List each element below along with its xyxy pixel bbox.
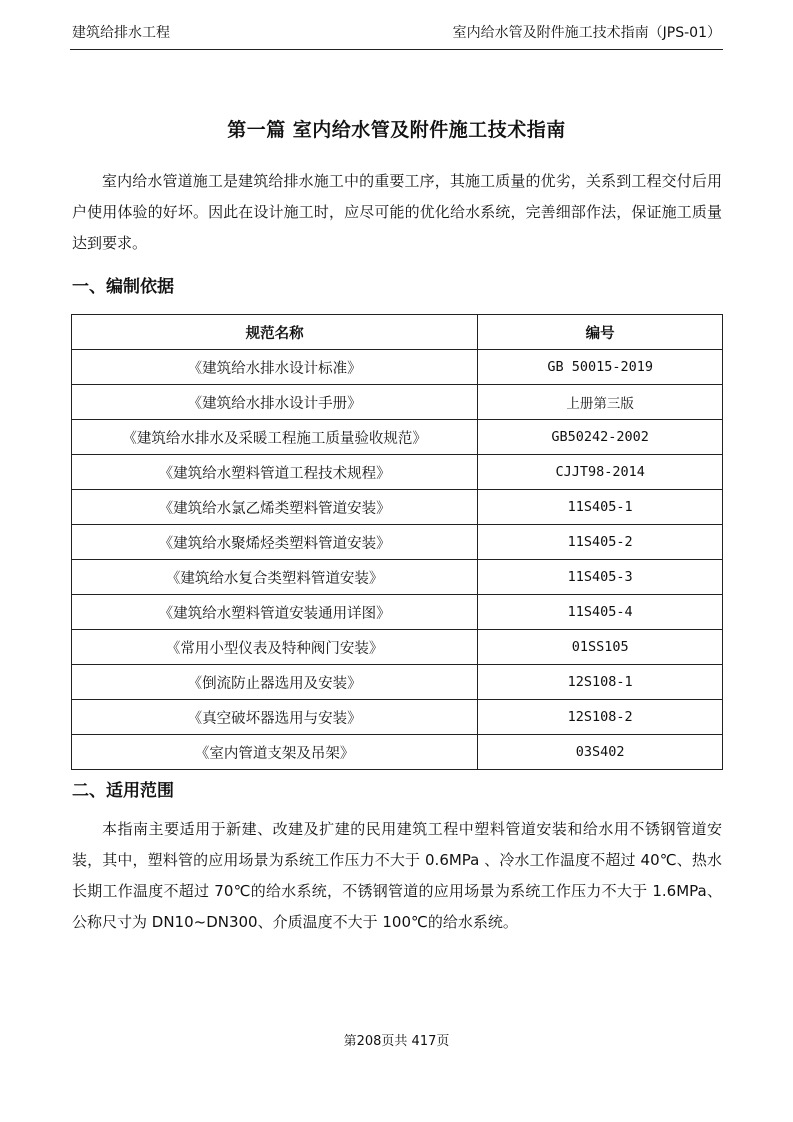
standard-name-cell: 《建筑给水排水及采暖工程施工质量验收规范》	[72, 420, 478, 455]
standard-code-cell: GB 50015-2019	[478, 350, 723, 385]
page-title: 第一篇 室内给水管及附件施工技术指南	[227, 119, 566, 141]
standard-name-cell: 《建筑给水排水设计手册》	[72, 385, 478, 420]
standard-name-cell: 《建筑给水复合类塑料管道安装》	[72, 560, 478, 595]
standard-code-cell: CJJT98-2014	[478, 455, 723, 490]
header-project-name: 建筑给排水工程	[72, 25, 170, 41]
table-row	[72, 700, 723, 735]
table-row	[72, 735, 723, 770]
standard-name-cell: 《建筑给水排水设计标准》	[72, 350, 478, 385]
standard-code-cell: 11S405-1	[478, 490, 723, 525]
table-row	[72, 490, 723, 525]
table-header-row	[72, 315, 723, 350]
table-row	[72, 420, 723, 455]
standard-name-cell: 《建筑给水聚烯烃类塑料管道安装》	[72, 525, 478, 560]
standards-table	[71, 314, 723, 770]
table-row	[72, 385, 723, 420]
table-row	[72, 560, 723, 595]
standard-code-cell: GB50242-2002	[478, 420, 723, 455]
table-row	[72, 630, 723, 665]
standard-name-cell: 《常用小型仪表及特种阀门安装》	[72, 630, 478, 665]
header-divider	[70, 49, 723, 50]
standard-code-cell: 03S402	[478, 735, 723, 770]
standard-name-cell: 《室内管道支架及吊架》	[72, 735, 478, 770]
table-row	[72, 455, 723, 490]
section-heading-scope: 二、适用范围	[72, 781, 174, 801]
standard-code-cell: 上册第三版	[478, 385, 723, 420]
standard-name-cell: 《建筑给水塑料管道工程技术规程》	[72, 455, 478, 490]
standard-name-cell: 《建筑给水氯乙烯类塑料管道安装》	[72, 490, 478, 525]
standard-code-cell: 01SS105	[478, 630, 723, 665]
standard-name-cell: 《建筑给水塑料管道安装通用详图》	[72, 595, 478, 630]
intro-paragraph: 室内给水管道施工是建筑给排水施工中的重要工序，其施工质量的优劣，关系到工程交付后用户使用体验的好坏。因此在设计施工时，应尽可能的优化给水系统，完善细部作法，保证施工质量达到要求。	[72, 172, 722, 252]
table-row	[72, 595, 723, 630]
table-row	[72, 665, 723, 700]
table-row	[72, 525, 723, 560]
standard-code-cell: 11S405-3	[478, 560, 723, 595]
scope-paragraph: 本指南主要适用于新建、改建及扩建的民用建筑工程中塑料管道安装和给水用不锈钢管道安装，其中，塑料管的应用场景为系统工作压力不大于 0.6MPa 、冷水工作温度不超过 40℃、热水长期工作温度不超过 70℃的给水系统，不锈钢管道的应用场景为系统工作压力不大于 1.6MPa、公称尺寸为 DN10~DN300、介质温度不大于 100℃的给水系统。	[72, 820, 722, 931]
standard-code-cell: 12S108-1	[478, 665, 723, 700]
standard-code-cell: 11S405-4	[478, 595, 723, 630]
column-header-standard-name: 规范名称	[72, 315, 478, 350]
standard-code-cell: 12S108-2	[478, 700, 723, 735]
column-header-code: 编号	[478, 315, 723, 350]
header-document-title: 室内给水管及附件施工技术指南（JPS-01）	[452, 25, 721, 41]
standard-name-cell: 《真空破坏器选用与安装》	[72, 700, 478, 735]
page-number: 第208页共 417页	[343, 1034, 450, 1049]
standard-code-cell: 11S405-2	[478, 525, 723, 560]
standard-name-cell: 《倒流防止器选用及安装》	[72, 665, 478, 700]
table-row	[72, 350, 723, 385]
section-heading-basis: 一、编制依据	[72, 277, 174, 297]
